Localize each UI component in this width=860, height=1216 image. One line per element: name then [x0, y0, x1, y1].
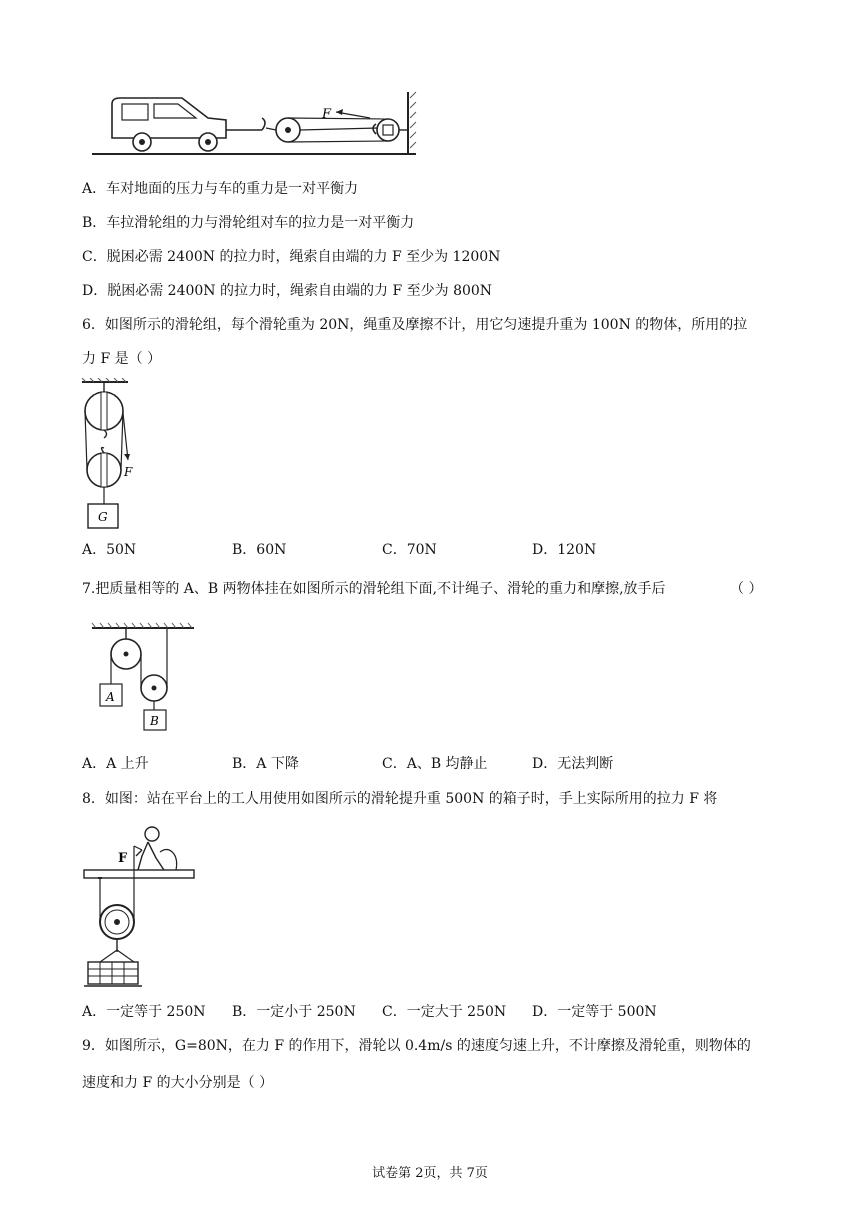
q7-option-d: D．无法判断 — [532, 756, 614, 772]
q7-option-b: B．A 下降 — [232, 756, 299, 772]
page-footer: 试卷第 2页，共 7页 — [372, 1166, 488, 1181]
q6-option-a: A．50N — [82, 542, 137, 558]
q9-stem-line2: 速度和力 F 的大小分别是（ ） — [82, 1075, 274, 1091]
q6-force-label: F — [124, 465, 133, 479]
q8-force-label: F — [118, 851, 128, 866]
q5-option-d: D．脱困必需 2400N 的拉力时，绳索自由端的力 F 至少为 800N — [82, 283, 493, 299]
q7-option-a: A．A 上升 — [82, 756, 149, 772]
q8-option-c: C．一定大于 250N — [382, 1004, 507, 1020]
q8-stem-line1: 8．如图：站在平台上的工人用使用如图所示的滑轮提升重 500N 的箱子时，手上实际所用的拉力 F 将 — [82, 791, 718, 807]
q8-option-d: D．一定等于 500N — [532, 1004, 657, 1020]
force-label: F — [322, 107, 332, 122]
q7-block-a-label: A — [106, 690, 115, 704]
q6-pulley-figure — [78, 378, 158, 532]
q6-option-b: B．60N — [232, 542, 287, 558]
q5-option-c: C．脱困必需 2400N 的拉力时，绳索自由端的力 F 至少为 1200N — [82, 249, 501, 265]
q6-option-d: D．120N — [532, 542, 597, 558]
q6-stem-line1: 6．如图所示的滑轮组，每个滑轮重为 20N，绳重及摩擦不计，用它匀速提升重为 100N 的物体，所用的拉 — [82, 317, 748, 333]
q7-stem-line1: 7.把质量相等的 A、B 两物体挂在如图所示的滑轮组下面,不计绳子、滑轮的重力和摩擦,放手后 — [82, 581, 666, 597]
q5-option-b: B．车拉滑轮组的力与滑轮组对车的拉力是一对平衡力 — [82, 215, 415, 231]
q6-option-c: C．70N — [382, 542, 437, 558]
q8-option-a: A．一定等于 250N — [82, 1004, 206, 1020]
q8-option-b: B．一定小于 250N — [232, 1004, 356, 1020]
q9-stem-line1: 9．如图所示，G=80N，在力 F 的作用下，滑轮以 0.4m/s 的速度匀速上升，不计摩擦及滑轮重，则物体的 — [82, 1038, 751, 1054]
q7-option-c: C．A、B 均静止 — [382, 756, 488, 772]
q7-block-b-label: B — [150, 714, 159, 728]
q5-option-a: A．车对地面的压力与车的重力是一对平衡力 — [82, 181, 359, 197]
q6-weight-label: G — [98, 510, 108, 524]
q6-stem-line2: 力 F 是（ ） — [82, 351, 162, 367]
q7-pulley-figure — [90, 622, 200, 734]
q8-pulley-figure — [82, 822, 198, 992]
q7-answer-paren: （ ） — [730, 581, 763, 597]
car-pulley-figure — [90, 88, 420, 164]
